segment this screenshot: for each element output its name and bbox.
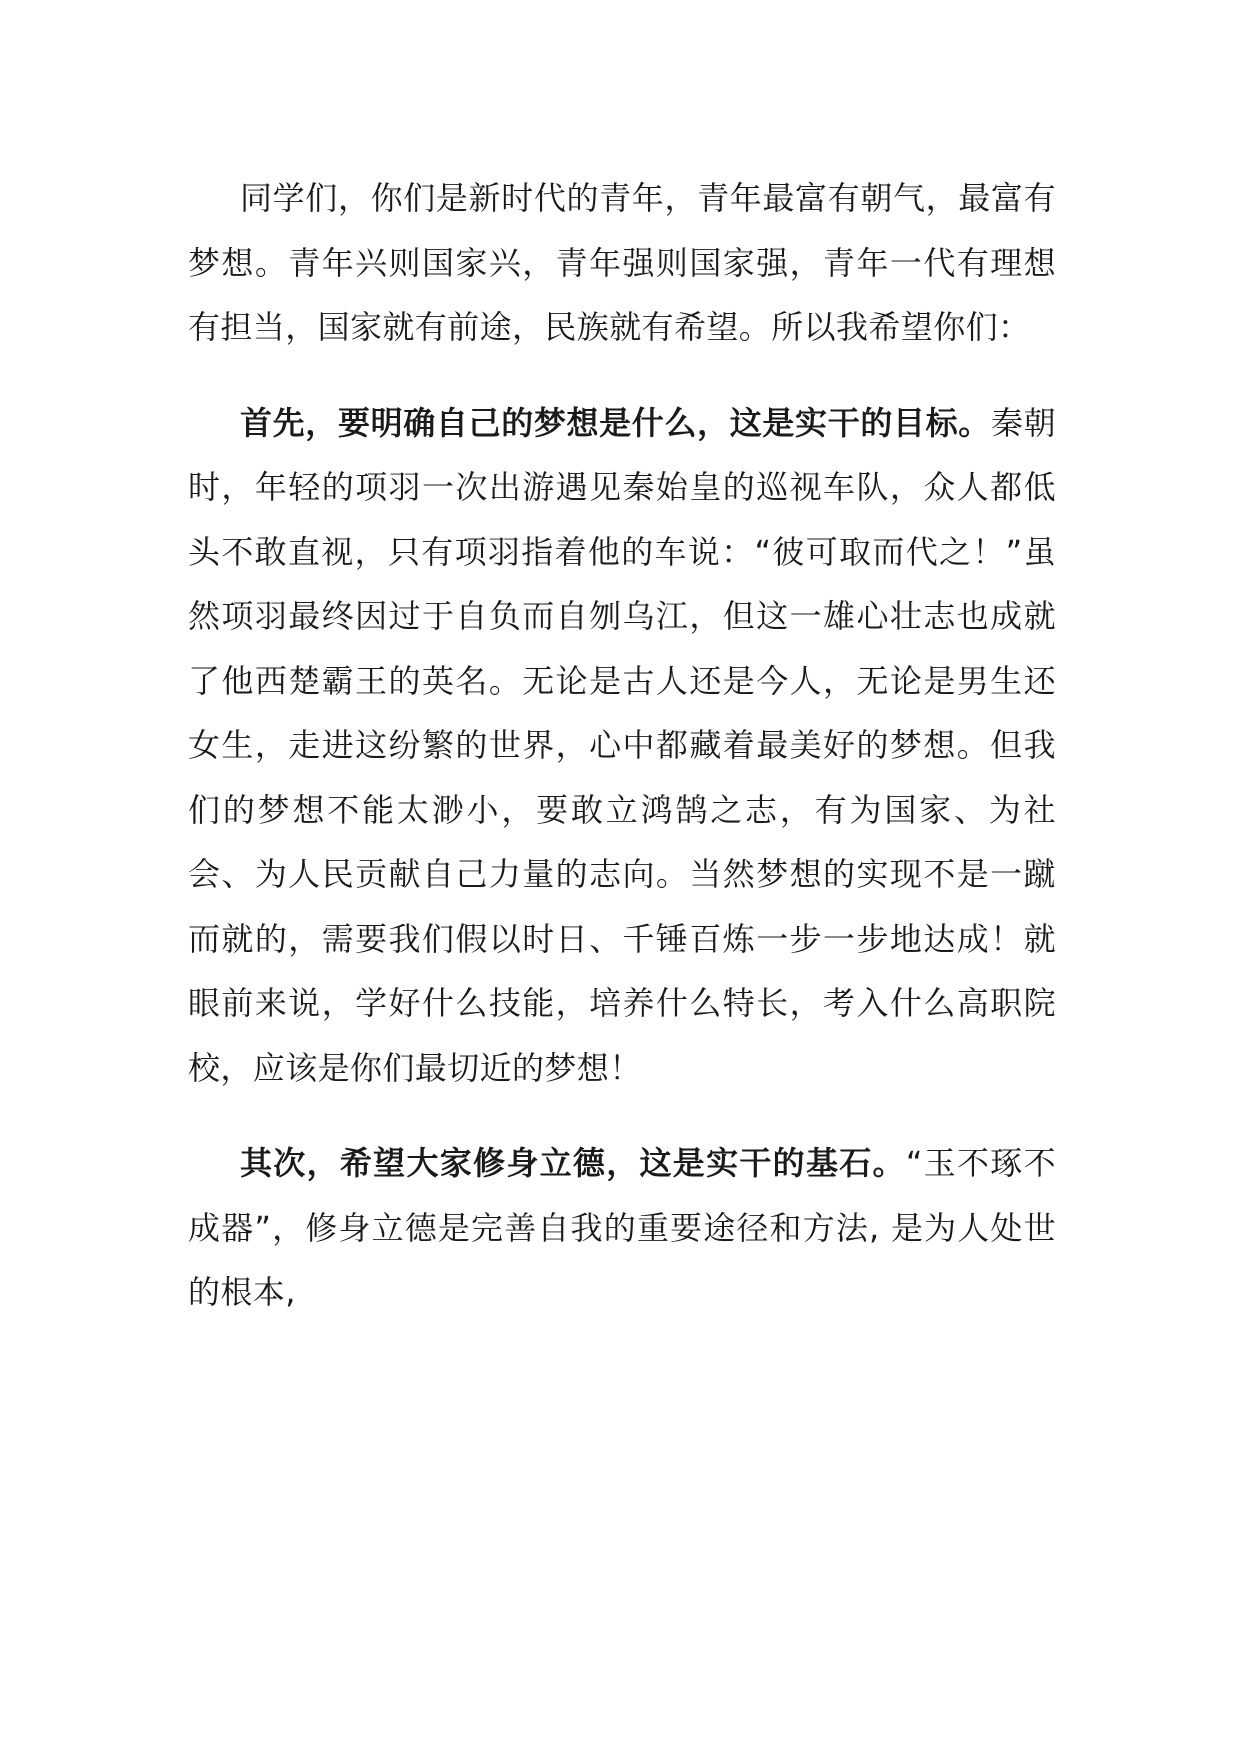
- paragraph-text: 秦朝时，年轻的项羽一次出游遇见秦始皇的巡视车队，众人都低头不敢直视，只有项羽指着他的车说：“彼可取而代之！”虽然项羽最终因过于自负而自刎乌江，但这一雄心壮志也成就了他西楚霸王的英名。无论是古人还是今人，无论是男生还女生，走进这纷繁的世界，心中都藏着最美好的梦想。但我们的梦想不能太渺小，要敢立鸿鹄之志，有为国家、为社会、为人民贡献自己力量的志向。当然梦想的实现不是一蹴而就的，需要我们假以时日、千锤百炼一步一步地达成！就眼前来说，学好什么技能，培养什么特长，考入什么高职院校，应该是你们最切近的梦想！: [188, 403, 1056, 1087]
- paragraph-second-point: [188, 1131, 1056, 1325]
- document-body: [188, 166, 1056, 1356]
- paragraph-intro: [188, 166, 1056, 360]
- paragraph-lead: 首先，要明确自己的梦想是什么，这是实干的目标。: [240, 403, 991, 442]
- paragraph-lead: 其次，希望大家修身立德，这是实干的基石。: [240, 1144, 906, 1182]
- paragraph-text: “玉不琢不成器”，修身立德是完善自我的重要途径和方法, 是为人处世的根本,: [188, 1144, 1056, 1311]
- paragraph-text: 同学们，你们是新时代的青年，青年最富有朝气，最富有梦想。青年兴则国家兴，青年强则国家强，青年一代有理想有担当，国家就有前途，民族就有希望。所以我希望你们：: [188, 179, 1056, 346]
- paragraph-first-point: [188, 391, 1056, 1101]
